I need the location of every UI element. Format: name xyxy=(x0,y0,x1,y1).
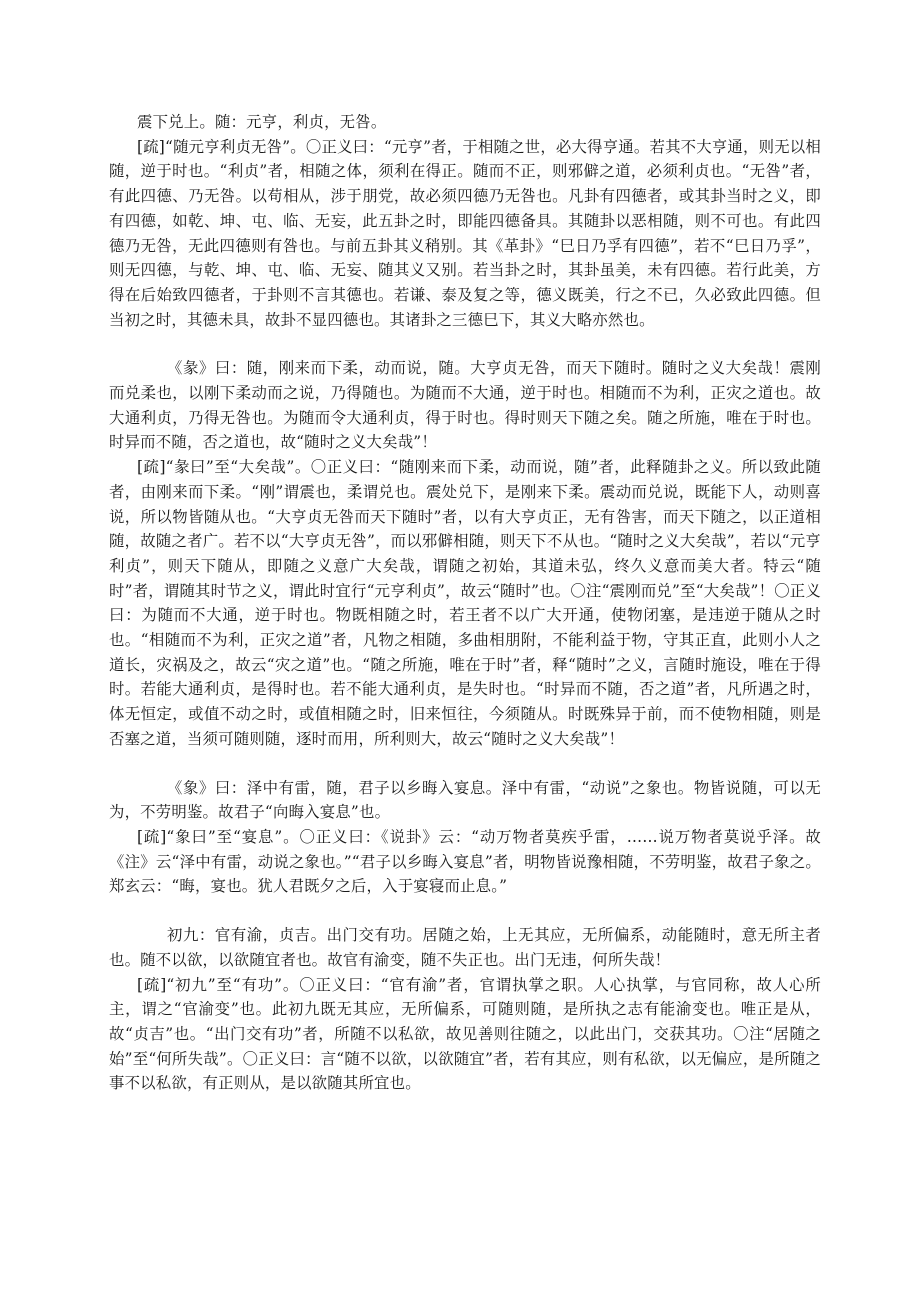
tuan-text-paragraph: 《彖》曰：随，刚来而下柔，动而说，随。大亨贞无咎，而天下随时。随时之义大矣哉！震刚而兑柔也，以刚下柔动而之说，乃得随也。为随而不大通，逆于时也。相随而不为利，正灾之道也。故大通利贞，乃得无咎也。为随而令大通利贞，得于时也。得时则天下随之矣。随之所施，唯在于时也。时异而不随，否之道也，故“随时之义大矣哉”！ xyxy=(109,359,821,452)
commentary-paragraph: [疏]“象曰”至“宴息”。〇正义曰：《说卦》云：“动万物者莫疾乎雷，……说万物者莫说乎泽。故《注》云“泽中有雷，动说之象也。”“君子以乡晦入宴息”者，明物皆说豫相随，不劳明鉴，故君子象之。郑玄云：“晦，宴也。犹人君既夕之后，入于宴寝而止息。” xyxy=(109,827,821,896)
line-text-paragraph: 初九：官有渝，贞吉。出门交有功。居随之始，上无其应，无所偏系，动能随时，意无所主者也。随不以欲，以欲随宜者也。故官有渝变，随不失正也。出门无违，何所失哉！ xyxy=(109,926,821,969)
section-gap xyxy=(109,899,821,923)
commentary-paragraph: [疏]“初九”至“有功”。〇正义曰：“官有渝”者，官谓执掌之职。人心执掌，与官同称，故人心所主，谓之“官渝变”也。此初九既无其应，无所偏系，可随则随，是所执之志有能渝变也。唯正是从，故“贞吉”也。“出门交有功”者，所随不以私欲，故见善则往随之，以此出门，交获其功。〇注“居随之始”至“何所失哉”。〇正义曰：言“随不以欲，以欲随宜”者，若有其应，则有私欲，以无偏应，是所随之事不以私欲，有正则从，是以欲随其所宜也。 xyxy=(109,975,821,1093)
section-gap xyxy=(109,332,821,356)
document-page xyxy=(109,110,821,1096)
commentary-paragraph: [疏]“随元亨利贞无咎”。〇正义曰：“元亨”者，于相随之世，必大得亨通。若其不大亨通，则无以相随，逆于时也。“利贞”者，相随之体，须利在得正。随而不正，则邪僻之道，必须利贞也。“无咎”者，有此四德、乃无咎。以苟相从，涉于朋党，故必须四德乃无咎也。凡卦有四德者，或其卦当时之义，即有四德，如乾、坤、屯、临、无妄，此五卦之时，即能四德备具。其随卦以恶相随，则不可也。有此四德乃无咎，无此四德则有咎也。与前五卦其义稍别。其《革卦》“巳日乃孚有四德”，若不“巳日乃孚”，则无四德，与乾、坤、屯、临、无妄、随其义又别。若当卦之时，其卦虽美，未有四德。若行此美，方得在后始致四德者，于卦则不言其德也。若谦、泰及复之等，德义既美，行之不已，久必致此四德。但当初之时，其德未具，故卦不显四德也。其诸卦之三德巳下，其义大略亦然也。 xyxy=(109,137,821,329)
hexagram-heading: 震下兑上。随：元亨，利贞，无咎。 xyxy=(137,113,387,131)
commentary-paragraph: [疏]“彖曰”至“大矣哉”。〇正义曰：“随刚来而下柔，动而说，随”者，此释随卦之义。所以致此随者，由刚来而下柔。“刚”谓震也，柔谓兑也。震处兑下，是刚来下柔。震动而兑说，既能下人，动则喜说，所以物皆随从也。“大亨贞无咎而天下随时”者，以有大亨贞正，无有咎害，而天下随之，以正道相随，故随之者广。若不以“大亨贞无咎”，而以邪僻相随，则天下不从也。“随时之义大矣哉”，若以“元亨利贞”，则天下随从，即随之义意广大矣哉，谓随之初始，其道未弘，终久义意而美大者。特云“随时”者，谓随其时节之义，谓此时宜行“元亨利贞”，故云“随时”也。〇注“震刚而兑”至“大矣哉”！〇正义曰：为随而不大通，逆于时也。物既相随之时，若王者不以广大开通，使物闭塞，是违逆于随从之时也。“相随而不为利，正灾之道”者，凡物之相随，多曲相朋附，不能利益于物，守其正直，此则小人之道长，灾祸及之，故云“灾之道”也。“随之所施，唯在于时”者，释“随时”之义，言随时施设，唯在于得时。若能大通利贞，是得时也。若不能大通利贞，是失时也。“时异而不随，否之道”者，凡所遇之时，体无恒定，或值不动之时，或值相随之时，旧来恒往，今须随从。时既殊异于前，而不使物相随，则是否塞之道，当须可随则随，逐时而用，所利则大，故云“随时之义大矣哉”！ xyxy=(109,458,821,748)
xiang-text-paragraph: 《象》曰：泽中有雷，随，君子以乡晦入宴息。泽中有雷，“动说”之象也。物皆说随，可以无为，不劳明鉴。故君子“向晦入宴息”也。 xyxy=(109,778,821,822)
section-gap xyxy=(109,752,821,776)
